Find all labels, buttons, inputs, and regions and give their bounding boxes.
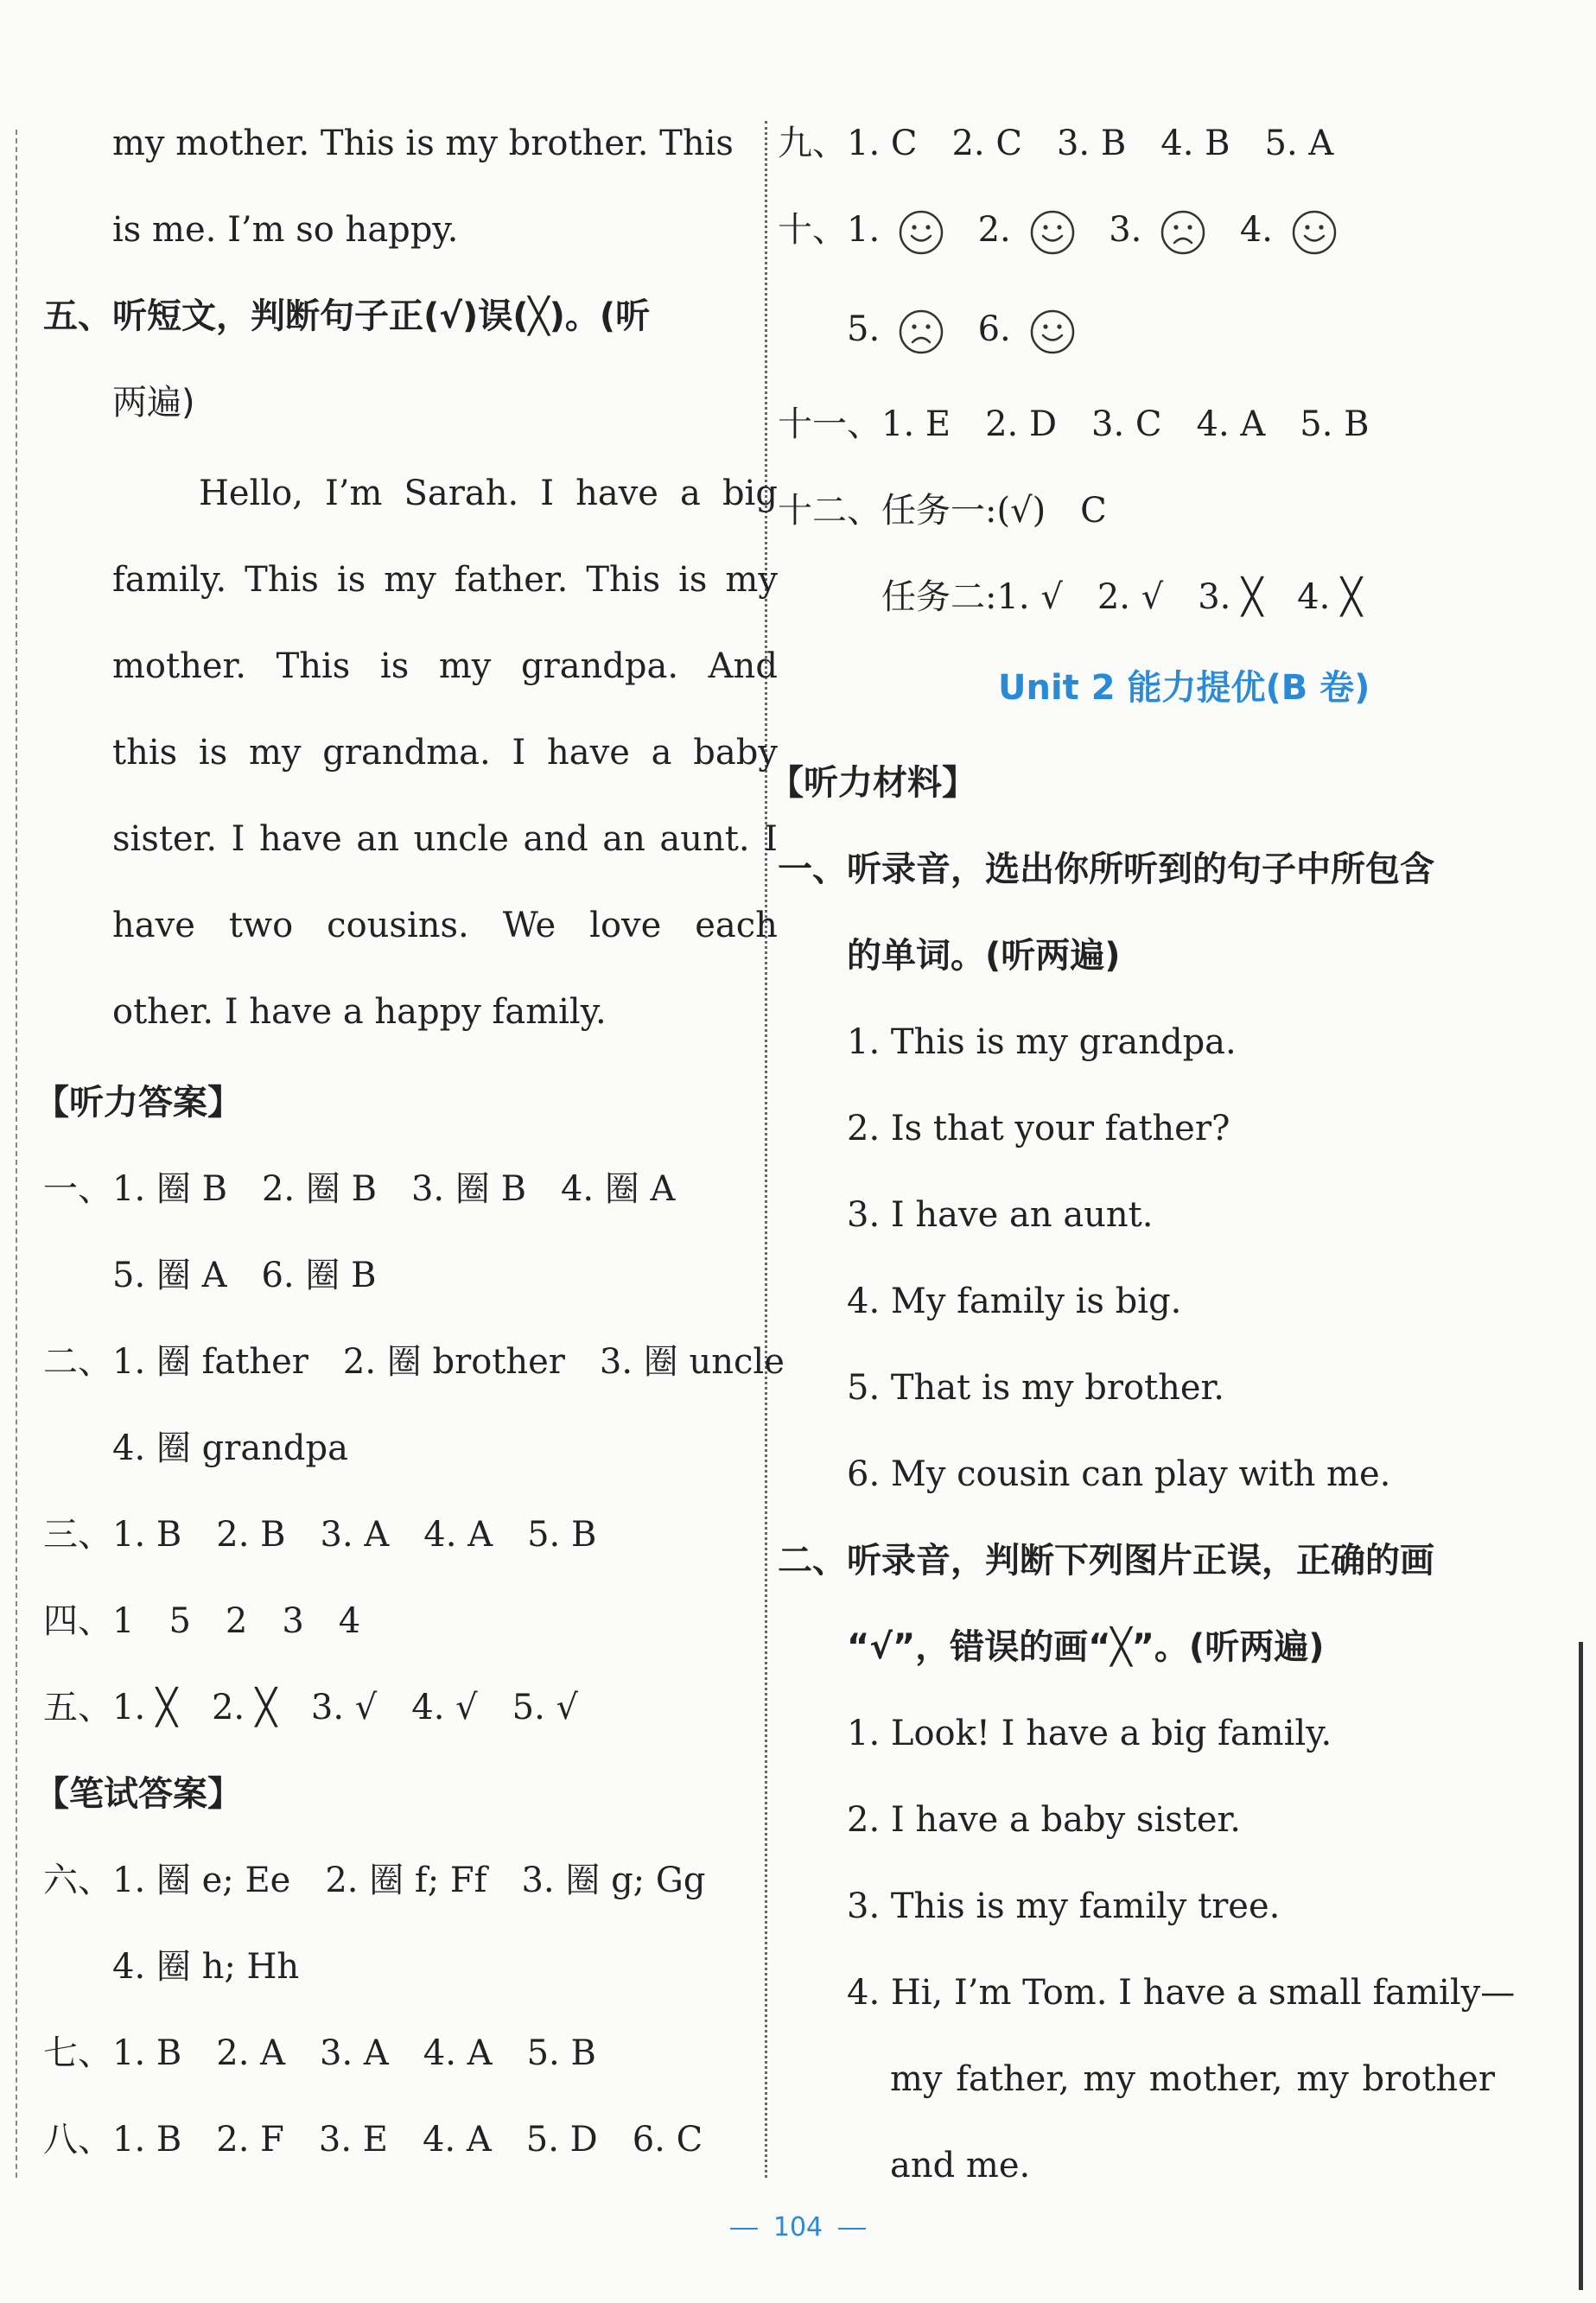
word: my (248, 733, 302, 773)
word: my (384, 560, 436, 600)
written-answers-heading: 【笔试答案】 (35, 1774, 242, 1814)
list-item: 6. My cousin can play with me. (847, 1454, 1391, 1494)
word: big (722, 474, 778, 513)
list-item: 3. This is my family tree. (847, 1886, 1281, 1926)
word: Hello, (199, 474, 303, 513)
word: an (356, 819, 399, 859)
word: is (198, 733, 228, 773)
face-label: 十、1. (778, 210, 881, 250)
listening-answers-heading: 【听力答案】 (35, 1083, 242, 1123)
face-label: 6. (977, 309, 1011, 349)
answer-line: 4. 圈 h; Hh (112, 1947, 300, 1987)
passage-line (112, 903, 778, 948)
word: have (258, 819, 342, 859)
word: mother. (112, 646, 246, 686)
list-item: 2. Is that your father? (847, 1109, 1230, 1148)
face-label: 2. (977, 210, 1011, 250)
word: Sarah. (404, 474, 519, 513)
unit-title: Unit 2 能力提优(B 卷) (998, 668, 1370, 708)
passage-line: other. I have a happy family. (112, 992, 607, 1032)
word: grandpa. (520, 646, 679, 686)
face-label: 4. (1239, 210, 1273, 250)
word: my (1296, 2059, 1349, 2099)
word: This (586, 560, 661, 600)
word: family. (112, 560, 227, 600)
sad-face-icon (1160, 209, 1206, 256)
section-heading-cont: 两遍) (112, 383, 195, 423)
question-heading: 一、听录音，选出你所听到的句子中所包含 (778, 849, 1434, 889)
answer-line: 十二、任务一:(√) C (778, 491, 1107, 531)
word: grandma. (322, 733, 491, 773)
word: I (231, 819, 245, 859)
face-answers-row2 (847, 307, 1083, 355)
word: an (602, 819, 645, 859)
word: and (523, 819, 588, 859)
passage-line (112, 557, 778, 602)
word: uncle (413, 819, 509, 859)
word: my (890, 2059, 943, 2099)
word: This (276, 646, 351, 686)
word: have (112, 906, 195, 945)
happy-face-icon (1029, 309, 1076, 355)
question-heading: 二、听录音，判断下列图片正误，正确的画 (778, 1541, 1434, 1581)
answer-line: 五、1. ╳ 2. ╳ 3. √ 4. √ 5. √ (43, 1688, 579, 1727)
word: I’m (324, 474, 383, 513)
happy-face-icon (1291, 209, 1338, 256)
word: cousins. (327, 906, 469, 945)
answer-line: 4. 圈 grandpa (112, 1428, 348, 1468)
footer-dash-right (838, 2228, 866, 2230)
word: my (438, 646, 492, 686)
list-item: 1. This is my grandpa. (847, 1022, 1237, 1062)
word: father. (454, 560, 569, 600)
word: sister. (112, 819, 218, 859)
answer-line: 七、1. B 2. A 3. A 4. A 5. B (43, 2033, 596, 2073)
list-item: 5. That is my brother. (847, 1368, 1224, 1408)
list-item: 3. I have an aunt. (847, 1195, 1154, 1235)
word: is (336, 560, 366, 600)
word: a (680, 474, 701, 513)
word: a (651, 733, 672, 773)
page-footer (0, 2212, 1596, 2243)
answer-line: 四、1 5 2 3 4 (43, 1601, 361, 1641)
word: have (547, 733, 630, 773)
answer-line: 一、1. 圈 B 2. 圈 B 3. 圈 B 4. 圈 A (43, 1169, 676, 1209)
sad-face-icon (898, 309, 944, 355)
word: This (245, 560, 319, 600)
face-label: 5. (847, 309, 881, 349)
word: have (575, 474, 658, 513)
question-heading-cont: 的单词。(听两遍) (847, 936, 1121, 976)
word: two (228, 906, 294, 945)
binding-edge-left (16, 130, 17, 2178)
listening-material-heading: 【听力材料】 (769, 763, 976, 803)
word: my (1083, 2059, 1136, 2099)
face-answers-row1 (778, 207, 1345, 256)
footer-dash-left (730, 2228, 758, 2230)
word: is (379, 646, 410, 686)
column-divider (765, 121, 767, 2178)
list-item-cont (890, 2057, 1495, 2102)
answer-line: 六、1. 圈 e; Ee 2. 圈 f; Ff 3. 圈 g; Gg (43, 1861, 706, 1900)
passage-line (199, 471, 778, 516)
answer-line: 八、1. B 2. F 3. E 4. A 5. D 6. C (43, 2120, 703, 2160)
answer-line: 九、1. C 2. C 3. B 4. B 5. A (778, 124, 1334, 163)
section-heading: 五、听短文，判断句子正(√)误(╳)。(听 (43, 296, 651, 336)
word: I (512, 733, 526, 773)
list-item: 4. Hi, I’m Tom. I have a small family— (847, 1973, 1516, 2013)
face-label: 3. (1109, 210, 1142, 250)
word: And (708, 646, 778, 686)
page-edge-right (1579, 1642, 1583, 2290)
passage-line (112, 817, 778, 862)
passage-line: my mother. This is my brother. This (112, 124, 734, 163)
word: each (695, 906, 778, 945)
word: my (725, 560, 778, 600)
list-item: 4. My family is big. (847, 1282, 1182, 1321)
answer-line: 5. 圈 A 6. 圈 B (112, 1256, 377, 1295)
answer-line: 三、1. B 2. B 3. A 4. A 5. B (43, 1515, 597, 1555)
passage-line: is me. I’m so happy. (112, 210, 459, 250)
word: brother (1362, 2059, 1495, 2099)
word: mother, (1148, 2059, 1283, 2099)
list-item: 1. Look! I have a big family. (847, 1714, 1332, 1753)
word: love (589, 906, 662, 945)
question-heading-cont: “√”，错误的画“╳”。(听两遍) (847, 1627, 1325, 1667)
word: aunt. (659, 819, 750, 859)
page-number: 104 (773, 2212, 823, 2243)
word: this (112, 733, 178, 773)
word: We (502, 906, 556, 945)
answer-line: 十一、1. E 2. D 3. C 4. A 5. B (778, 404, 1370, 444)
list-item: 2. I have a baby sister. (847, 1800, 1241, 1840)
answer-line: 任务二:1. √ 2. √ 3. ╳ 4. ╳ (881, 577, 1363, 617)
word: baby (693, 733, 778, 773)
list-item-cont: and me. (890, 2146, 1031, 2185)
word: I (764, 819, 778, 859)
word: father, (956, 2059, 1070, 2099)
passage-line (112, 644, 778, 689)
happy-face-icon (1029, 209, 1076, 256)
happy-face-icon (898, 209, 944, 256)
word: I (540, 474, 555, 513)
passage-line (112, 730, 778, 775)
word: is (678, 560, 708, 600)
answer-line: 二、1. 圈 father 2. 圈 brother 3. 圈 uncle (43, 1342, 785, 1382)
